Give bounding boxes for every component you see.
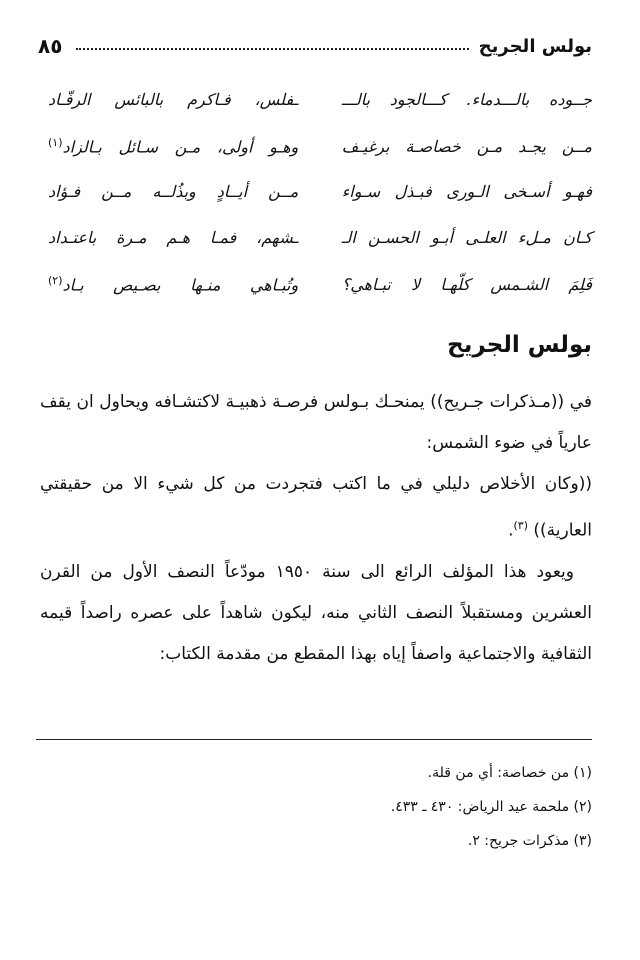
verse-first-hemistich: جــوده بالـــدماء. كـــالجود بالـــ — [341, 90, 592, 109]
footnote: (٢) ملحمة عيد الرياض: ٤٣٠ ـ ٤٣٣. — [390, 799, 592, 815]
verse-second-hemistich: ـشهم، فمـا هـم مـرة باعتـداد — [48, 228, 299, 247]
footnote-divider — [36, 739, 592, 740]
verse-first-hemistich: كـان مـلء العلـى أبـو الحسـن الـ — [341, 228, 592, 247]
footnote-marker: (٢) — [48, 274, 63, 287]
paragraph: ويعود هذا المؤلف الرائع الى سنة ١٩٥٠ مودّعاً النصف الأول من القرن العشرين ومستقبلاً النصف الثاني منه، ليكون شاهداً على عصره راصداً قيمه الثقافية والاجتماعية واصفاً إياه بهذا المقطع من مقدمة الكتاب: — [40, 561, 592, 664]
verse-first-hemistich: فَلِمَ الشـمس كلّهـا لا تبـاهي؟ — [341, 275, 592, 295]
footnote: (٣) مذكرات جريح: ٢. — [467, 833, 592, 849]
body-text — [40, 382, 592, 675]
verse-line — [48, 90, 592, 136]
verse-first-hemistich: فهـو أسـخى الـورى فبـذل سـواء — [341, 182, 592, 201]
section-heading: بولس الجريح — [447, 332, 592, 358]
verse-line — [48, 228, 592, 274]
footnote-marker: (١) — [48, 136, 63, 149]
page-header — [38, 30, 592, 62]
verse-line — [48, 182, 592, 228]
page-number: ٨٥ — [38, 34, 63, 58]
poem-verses — [48, 90, 592, 320]
verse-second-hemistich: وهـو أولى، مـن سـائل بـالزاد$^{(١)}$ — [48, 136, 299, 157]
running-title: بولس الجريح — [478, 35, 592, 57]
quotation: ((وكان الأخلاص دليلي في ما اكتب فتجردت من كل شيء الا من حقيقتي العارية)) $^{(٣)}$. — [40, 474, 592, 541]
verse-first-hemistich: مــن يجـد مـن خصاصـة برغيـف — [341, 137, 592, 157]
verse-line — [48, 274, 592, 320]
footnotes — [40, 756, 592, 858]
verse-line — [48, 136, 592, 182]
footnote: (١) من خصاصة: أي من قلة. — [427, 765, 592, 781]
verse-second-hemistich: مــن أيــادٍ وبذُلــه مــن فـؤاد — [48, 182, 299, 201]
footnote-marker: (٣) — [513, 519, 528, 532]
verse-second-hemistich: ـفلس، فـاكرم بالبائس الرفّـاد — [48, 90, 299, 109]
header-dotted-leader — [76, 48, 468, 50]
verse-second-hemistich: وتُبـاهي منـها بصـيص بـاد$^{(٢)}$ — [48, 274, 299, 295]
paragraph: في ((مـذكرات جـريح)) يمنحـك بـولس فرصـة ذهبيـة لاكتشـافه ويحاول ان يقف عارياً في ضوء الشمس: — [40, 392, 592, 453]
